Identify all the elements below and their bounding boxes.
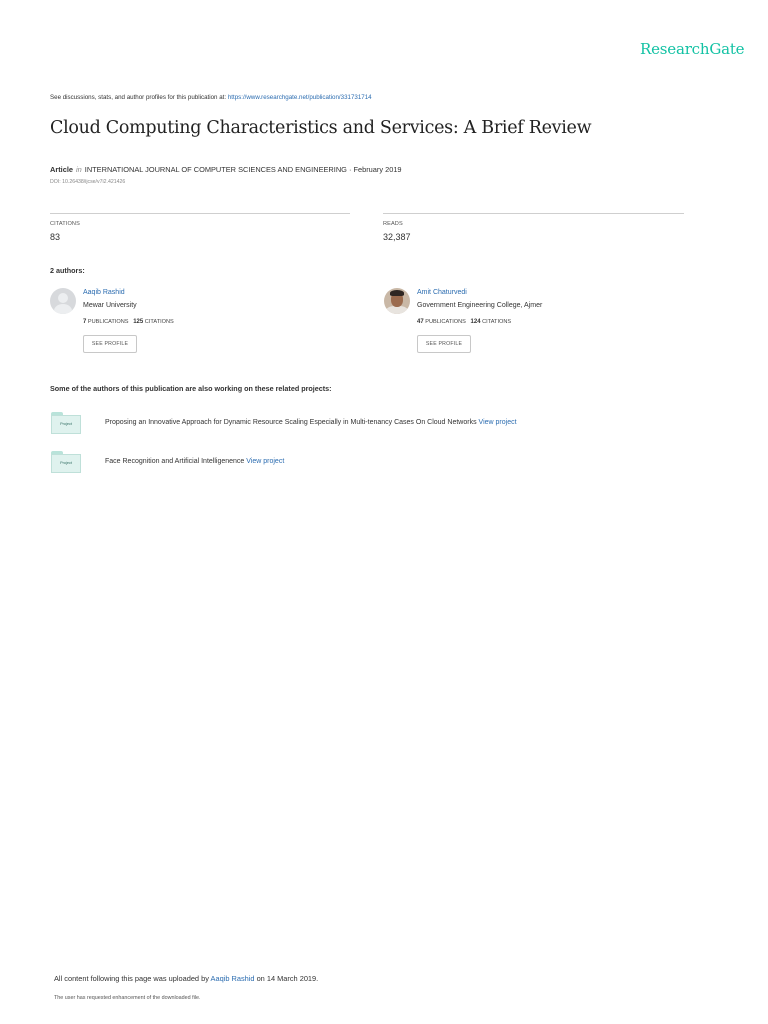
reads-value: 32,387	[383, 232, 411, 242]
publication-url-link[interactable]: https://www.researchgate.net/publication/331731714	[227, 94, 372, 101]
journal-name: INTERNATIONAL JOURNAL OF COMPUTER SCIENCES AND ENGINEERING	[84, 165, 347, 174]
project-folder-icon[interactable]	[51, 451, 81, 473]
author-citations-count: 125	[133, 319, 144, 325]
doi: DOI: 10.26438/ijcse/v7i2.421426	[50, 179, 126, 185]
avatar-shoulders	[54, 304, 72, 314]
upload-prefix: All content following this page was uploaded by	[54, 974, 211, 983]
project-folder-icon[interactable]	[51, 412, 81, 434]
uploader-link[interactable]: Aaqib Rashid	[210, 974, 255, 983]
author-name-link[interactable]: Amit Chaturvedi	[417, 289, 467, 296]
author-name-link[interactable]: Aaqib Rashid	[83, 289, 125, 296]
project-icon-label: Project	[60, 422, 72, 426]
avatar-placeholder-icon[interactable]	[50, 288, 76, 314]
authors-heading: 2 authors:	[50, 266, 85, 275]
divider-reads	[383, 213, 684, 214]
view-project-link[interactable]: View project	[246, 458, 285, 465]
citations-value: 83	[50, 232, 61, 242]
author-publications-label: PUBLICATIONS	[425, 319, 466, 325]
reads-label: READS	[383, 221, 403, 227]
author-publications-count: 7	[83, 319, 87, 325]
author-photo-avatar[interactable]	[384, 288, 410, 314]
author-stats	[83, 319, 174, 325]
upload-note	[54, 974, 318, 983]
avatar-head	[58, 293, 68, 303]
discussion-line	[50, 94, 372, 101]
citations-label: CITATIONS	[50, 221, 80, 227]
author-stats	[417, 319, 511, 325]
see-profile-button[interactable]: SEE PROFILE	[417, 335, 471, 353]
see-profile-button[interactable]: SEE PROFILE	[83, 335, 137, 353]
researchgate-logo[interactable]: ResearchGate	[640, 40, 745, 58]
upload-suffix: on 14 March 2019.	[254, 974, 319, 983]
project-icon-label: Project	[60, 461, 72, 465]
author-institution: Government Engineering College, Ajmer	[417, 302, 543, 309]
in-word: in	[76, 165, 82, 174]
project-title: Proposing an Innovative Approach for Dynamic Resource Scaling Especially in Multi-tenancy Cases On Cloud Networks	[105, 419, 477, 426]
enhancement-note: The user has requested enhancement of the downloaded file.	[54, 995, 201, 1001]
author-citations-count: 124	[470, 319, 481, 325]
discussion-prefix: See discussions, stats, and author profiles for this publication at:	[50, 94, 228, 101]
publication-date: · February 2019	[346, 165, 402, 174]
project-title: Face Recognition and Artificial Intelligenence	[105, 458, 245, 465]
author-citations-label: CITATIONS	[482, 319, 512, 325]
project-item	[105, 458, 284, 465]
publication-title: Cloud Computing Characteristics and Services: A Brief Review	[50, 118, 592, 138]
author-institution: Mewar University	[83, 302, 137, 309]
author-publications-count: 47	[417, 319, 424, 325]
author-citations-label: CITATIONS	[144, 319, 174, 325]
avatar-body	[386, 306, 408, 314]
publication-meta	[50, 165, 402, 174]
author-publications-label: PUBLICATIONS	[87, 319, 129, 325]
avatar-hair	[390, 290, 404, 296]
related-projects-heading: Some of the authors of this publication are also working on these related projects:	[50, 384, 332, 393]
publication-type: Article	[50, 165, 74, 174]
view-project-link[interactable]: View project	[478, 419, 517, 426]
project-item	[105, 419, 517, 426]
divider-citations	[50, 213, 350, 214]
